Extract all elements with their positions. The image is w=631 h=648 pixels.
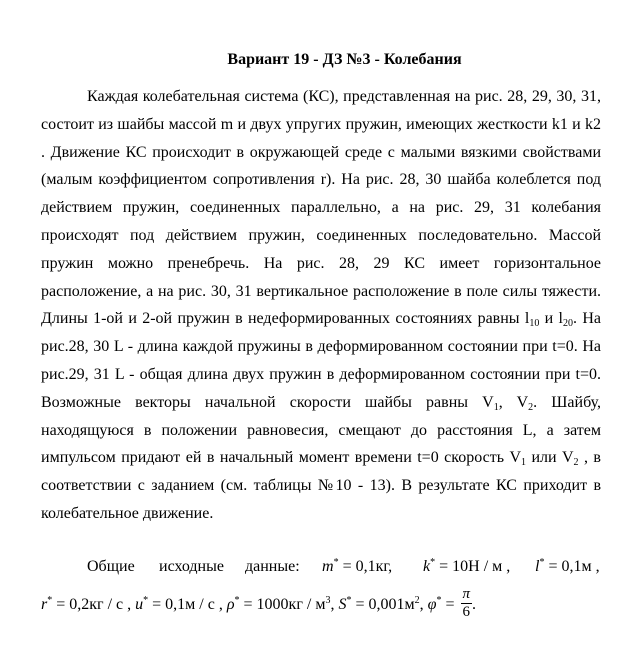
statement-text-7: , в соответствии с заданием (см. таблицы №10 - 13). В результате КС приходит в колебательное движение. — [41, 449, 601, 522]
velocity-value — [135, 596, 223, 613]
subscript-v1-second: 1 — [521, 457, 526, 469]
statement-text-6: или V — [526, 449, 574, 467]
phase-value — [427, 586, 477, 620]
stiffness-number: = 10Н / м , — [435, 558, 511, 575]
velocity-symbol: u — [135, 596, 144, 614]
length-symbol: l — [535, 558, 540, 575]
velocity-number: = 0,1м / с , — [148, 596, 223, 614]
phase-equals: = — [441, 596, 459, 614]
area-number: = 0,001м — [351, 596, 415, 614]
resistance-star: * — [47, 595, 53, 607]
resistance-number: = 0,2кг / с , — [52, 596, 132, 614]
statement-paragraph — [41, 83, 601, 528]
stiffness-star: * — [430, 557, 436, 568]
given-data-line-2 — [41, 588, 476, 623]
phase-period: . — [472, 596, 477, 614]
area-symbol: S — [338, 596, 347, 614]
area-value — [338, 596, 423, 613]
mass-value — [322, 558, 392, 576]
statement-text-2: и l — [539, 310, 563, 328]
subscript-v2: 2 — [528, 401, 534, 413]
velocity-star: * — [143, 595, 149, 607]
resistance-value — [41, 596, 131, 613]
density-star: * — [234, 595, 240, 607]
given-data-word-2: исходные — [159, 558, 224, 575]
density-power: 3 — [325, 595, 331, 607]
given-data-word-1: Общие — [87, 558, 135, 575]
density-value — [227, 596, 335, 613]
statement-text-4: , V — [498, 393, 529, 411]
statement-text-3: . На рис.28, 30 L - длина каждой пружины в деформированном состоянии при t=0. На рис.29, 31 L - общая длина двух пружин в деформированном состоянии при t=0. Возможные векторы начальной скорости шайбы равны V — [41, 310, 601, 411]
mass-symbol: m — [322, 558, 334, 575]
density-number: = 1000кг / м — [239, 596, 326, 614]
subscript-v2-second: 2 — [573, 457, 579, 469]
document-title: Вариант 19 - ДЗ №3 - Колебания — [227, 51, 462, 68]
area-star: * — [346, 595, 352, 607]
length-star: * — [539, 557, 545, 568]
phase-star: * — [436, 595, 442, 607]
phase-numerator: π — [462, 586, 471, 602]
resistance-symbol: r — [41, 596, 48, 614]
subscript-v1: 1 — [493, 401, 499, 413]
length-number: = 0,1м , — [544, 558, 600, 575]
statement-text-5: . Шайбу, находящуюся в положении равновесия, смещают до расстояния L, а затем импульсом придают ей в начальный момент времени t=0 скорость V — [41, 393, 602, 467]
subscript-l20: 20 — [563, 318, 573, 330]
problem-statement — [41, 83, 601, 528]
density-comma: , — [330, 596, 335, 614]
stiffness-symbol: k — [423, 558, 431, 575]
statement-text-1: Каждая колебательная система (КС), представленная на рис. 28, 29, 30, 31, состоит из шайбы массой m и двух упругих пружин, имеющих жесткости k1 и k2 . Движение КС происходит в окружающей среде с малыми вязкими свойствами (малым коэффициентом сопротивления r). На рис. 28, 30 шайба колеблется под действием пружин, соединенных параллельно, а на рис. 29, 31 колебания происходят под действием пружин, соединенных последовательно. Массой пружин можно пренебречь. На рис. 28, 29 КС имеет горизонтальное расположение, а на рис. 30, 31 вертикальное расположение в поле силы тяжести. Длины 1-ой и 2-ой пружин в недеформированных состояниях равны l — [41, 88, 601, 328]
area-comma: , — [419, 596, 424, 614]
given-data-word-3: данные: — [245, 558, 300, 575]
area-power: 2 — [414, 595, 420, 607]
mass-star: * — [333, 557, 339, 568]
mass-number: = 0,1кг, — [338, 558, 393, 575]
length-value — [535, 558, 600, 576]
phase-fraction — [461, 586, 473, 621]
phase-denominator: 6 — [462, 604, 471, 620]
phase-symbol: φ — [427, 596, 437, 614]
density-symbol: ρ — [226, 596, 235, 614]
subscript-l10: 10 — [529, 318, 540, 330]
stiffness-value — [423, 558, 510, 576]
